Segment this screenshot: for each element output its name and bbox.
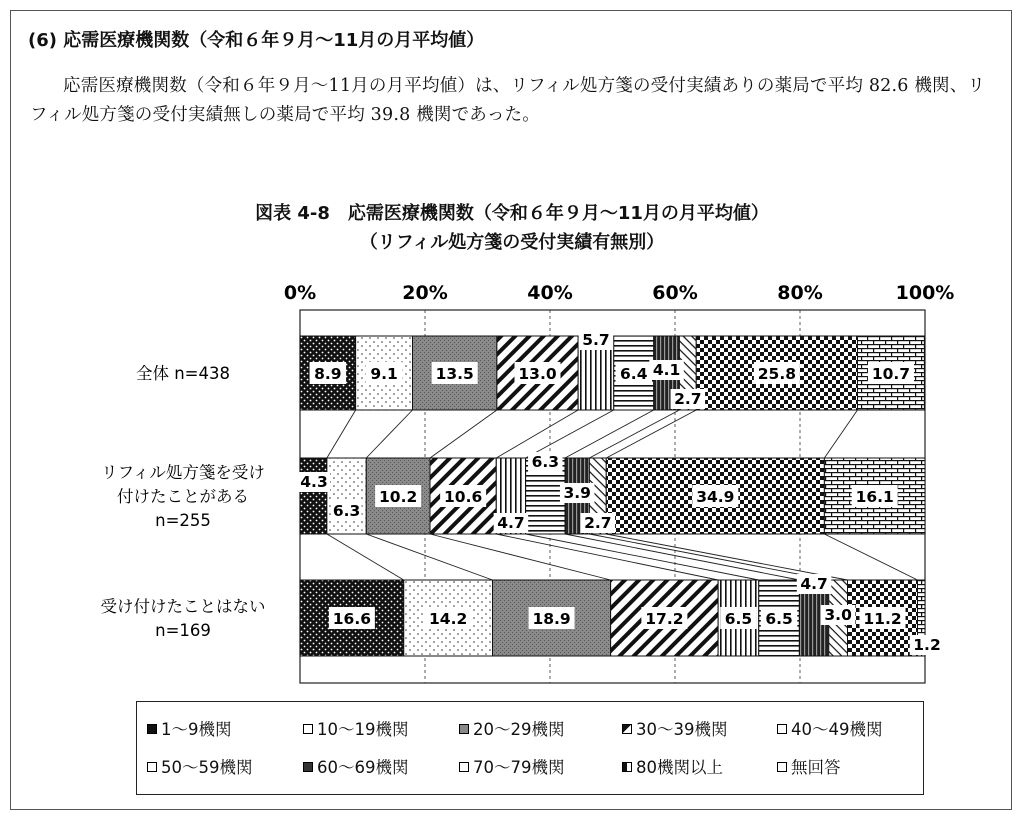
- legend-label: 50～59機関: [161, 758, 253, 777]
- legend-swatch: [303, 724, 313, 734]
- legend-item: [303, 716, 409, 740]
- data-label: 3.0: [824, 606, 852, 624]
- legend-swatch: [303, 762, 313, 772]
- x-tick-label: 0%: [283, 282, 317, 304]
- connector-line: [589, 534, 828, 580]
- connector-line: [565, 410, 654, 458]
- legend-item: [147, 716, 232, 740]
- connector-line: [824, 534, 917, 580]
- data-label: 6.5: [765, 610, 793, 628]
- x-axis-ticks: [284, 282, 954, 304]
- connector-line: [496, 410, 578, 458]
- data-label: 13.5: [435, 365, 474, 383]
- legend-item: [622, 716, 728, 740]
- category-label: リフィル処方箋を受け: [101, 463, 265, 482]
- x-tick-label: 40%: [527, 282, 573, 304]
- connector-line: [327, 410, 356, 458]
- legend-swatch: [777, 762, 787, 772]
- data-label: 10.2: [379, 488, 418, 506]
- data-label: 9.1: [370, 365, 398, 383]
- connector-line: [565, 534, 799, 580]
- x-tick-label: 80%: [777, 282, 823, 304]
- connector-line: [526, 410, 614, 458]
- data-label: 16.6: [332, 610, 371, 628]
- data-label: 4.3: [300, 473, 328, 491]
- x-tick-label: 20%: [402, 282, 448, 304]
- legend-item: [622, 754, 723, 778]
- data-label: 13.0: [518, 365, 557, 383]
- data-label: 11.2: [863, 610, 902, 628]
- connector-line: [430, 534, 611, 580]
- legend-item: [459, 754, 565, 778]
- legend-item: [459, 716, 565, 740]
- data-label: 25.8: [757, 365, 796, 383]
- data-label: 4.1: [652, 361, 681, 379]
- legend-item: [147, 754, 253, 778]
- data-label: 6.4: [620, 365, 648, 383]
- data-label: 16.1: [855, 488, 894, 506]
- legend-label: 20～29機関: [473, 720, 565, 739]
- data-label: 4.7: [800, 575, 828, 593]
- data-label: 8.9: [314, 365, 342, 383]
- bar-segment: [327, 458, 366, 534]
- legend-swatch: [147, 762, 157, 772]
- legend-label: 30～39機関: [636, 720, 728, 739]
- legend-swatch: [459, 762, 469, 772]
- category-label: 全体 n=438: [135, 364, 231, 383]
- data-label: 1.2: [913, 636, 941, 654]
- legend-swatch: [777, 724, 787, 734]
- legend-swatch: [622, 762, 632, 772]
- data-label: 2.7: [584, 514, 612, 532]
- body-paragraph: 応需医療機関数（令和６年９月～11月の月平均値）は、リフィル処方箋の受付実績ありの薬局で平均 82.6 機関、リフィル処方箋の受付実績無しの薬局で平均 39.8 機関であった。: [30, 76, 986, 125]
- data-label: 2.7: [674, 390, 702, 408]
- section-heading: (6) 応需医療機関数（令和６年９月～11月の月平均値）: [28, 30, 485, 51]
- figure-title: 図表 4-8 応需医療機関数（令和６年９月～11月の月平均値）: [255, 203, 769, 224]
- connector-line: [366, 534, 492, 580]
- legend-item: [777, 754, 841, 778]
- connector-line: [824, 410, 857, 458]
- data-label: 10.6: [444, 488, 483, 506]
- connector-line: [606, 410, 696, 458]
- data-label: 5.7: [582, 331, 610, 349]
- data-label: 34.9: [696, 488, 735, 506]
- legend-label: 無回答: [791, 758, 841, 777]
- connector-line: [327, 534, 404, 580]
- data-label: 6.3: [332, 502, 361, 520]
- category-label: 受け付けたことはない: [100, 597, 266, 616]
- bar-segment: [300, 458, 327, 534]
- legend-item: [777, 716, 883, 740]
- connector-line: [430, 410, 497, 458]
- data-label: 6.5: [724, 610, 753, 628]
- x-tick-label: 60%: [652, 282, 698, 304]
- data-label: 10.7: [871, 365, 911, 383]
- data-label: 17.2: [645, 610, 684, 628]
- legend-label: 1～9機関: [161, 720, 232, 739]
- x-tick-label: 100%: [895, 282, 955, 304]
- connector-line: [366, 410, 412, 458]
- category-label: n=255: [155, 511, 211, 530]
- data-label: 3.9: [563, 484, 591, 502]
- legend-label: 60～69機関: [317, 758, 409, 777]
- data-label: 14.2: [429, 610, 468, 628]
- data-label: 18.9: [532, 610, 571, 628]
- legend-item: [303, 754, 409, 778]
- legend-swatch: [622, 724, 632, 734]
- legend-label: 80機関以上: [636, 758, 723, 777]
- legend-label: 40～49機関: [791, 720, 883, 739]
- data-label: 6.3: [531, 453, 560, 471]
- chart-legend: [136, 701, 924, 795]
- data-label: 4.7: [497, 514, 525, 532]
- legend-label: 10～19機関: [317, 720, 409, 739]
- legend-swatch: [459, 724, 469, 734]
- category-labels: [101, 364, 266, 640]
- legend-label: 70～79機関: [473, 758, 565, 777]
- legend-swatch: [147, 724, 157, 734]
- figure-subtitle: （リフィル処方箋の受付実績有無別）: [359, 232, 665, 253]
- category-label: 付けたことがある: [117, 487, 249, 506]
- connector-line: [589, 410, 679, 458]
- category-label: n=169: [155, 621, 211, 640]
- connector-line: [496, 534, 718, 580]
